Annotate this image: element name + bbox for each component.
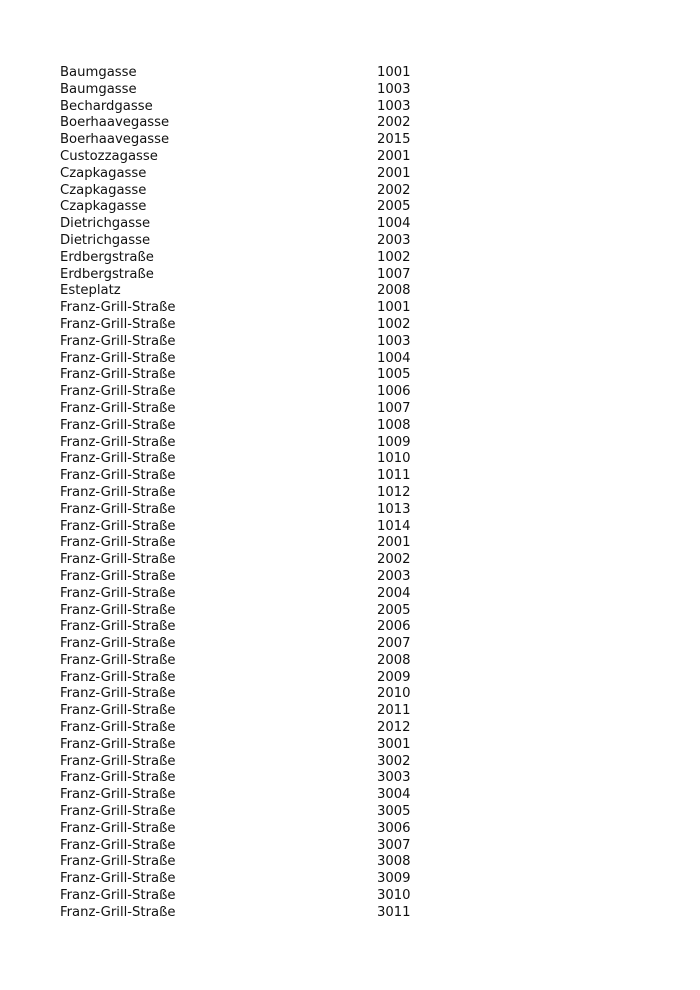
table-row	[60, 905, 420, 922]
street-name-cell: Boerhaavegasse	[60, 132, 170, 148]
table-row	[60, 670, 420, 687]
table-row	[60, 300, 420, 317]
number-cell: 1002	[377, 249, 411, 265]
number-cell: 2001	[377, 148, 411, 164]
table-row	[60, 787, 420, 804]
table-row	[60, 485, 420, 502]
number-cell: 1007	[377, 266, 411, 282]
number-cell: 1005	[377, 367, 411, 383]
street-name-cell: Franz-Grill-Straße	[60, 384, 176, 400]
table-row	[60, 283, 420, 300]
table-row	[60, 888, 420, 905]
number-cell: 3007	[377, 837, 411, 853]
number-cell: 2015	[377, 132, 411, 148]
table-row	[60, 183, 420, 200]
street-name-cell: Franz-Grill-Straße	[60, 652, 176, 668]
number-cell: 2010	[377, 686, 411, 702]
table-row	[60, 351, 420, 368]
street-name-cell: Erdbergstraße	[60, 249, 154, 265]
street-name-cell: Franz-Grill-Straße	[60, 367, 176, 383]
table-row	[60, 754, 420, 771]
number-cell: 2009	[377, 669, 411, 685]
street-name-cell: Baumgasse	[60, 65, 137, 80]
number-cell: 1007	[377, 400, 411, 416]
number-cell: 2005	[377, 199, 411, 215]
street-name-cell: Franz-Grill-Straße	[60, 434, 176, 450]
number-cell: 1009	[377, 434, 411, 450]
table-row	[60, 233, 420, 250]
street-name-cell: Czapkagasse	[60, 165, 147, 181]
number-cell: 2011	[377, 703, 411, 719]
table-row	[60, 451, 420, 468]
table-row	[60, 267, 420, 284]
number-cell: 2008	[377, 283, 411, 299]
street-name-cell: Erdbergstraße	[60, 266, 154, 282]
number-cell: 3006	[377, 820, 411, 836]
number-cell: 1014	[377, 518, 411, 534]
table-row	[60, 821, 420, 838]
table-row	[60, 418, 420, 435]
table-row	[60, 435, 420, 452]
table-row	[60, 636, 420, 653]
street-name-cell: Franz-Grill-Straße	[60, 888, 176, 904]
table-row	[60, 132, 420, 149]
street-name-cell: Franz-Grill-Straße	[60, 820, 176, 836]
table-row	[60, 334, 420, 351]
number-cell: 3009	[377, 871, 411, 887]
table-row	[60, 216, 420, 233]
table-row	[60, 603, 420, 620]
street-name-cell: Baumgasse	[60, 81, 137, 97]
table-row	[60, 384, 420, 401]
street-name-cell: Franz-Grill-Straße	[60, 417, 176, 433]
number-cell: 3008	[377, 854, 411, 870]
street-name-cell: Franz-Grill-Straße	[60, 484, 176, 500]
table-row	[60, 99, 420, 116]
table-row	[60, 166, 420, 183]
number-cell: 3003	[377, 770, 411, 786]
table-row	[60, 838, 420, 855]
street-name-cell: Franz-Grill-Straße	[60, 837, 176, 853]
street-name-cell: Custozzagasse	[60, 148, 158, 164]
number-cell: 2002	[377, 115, 411, 131]
street-name-cell: Franz-Grill-Straße	[60, 451, 176, 467]
number-cell: 1010	[377, 451, 411, 467]
table-row	[60, 871, 420, 888]
table-row	[60, 250, 420, 267]
street-name-cell: Franz-Grill-Straße	[60, 686, 176, 702]
table-row	[60, 468, 420, 485]
number-cell: 1001	[377, 300, 411, 316]
street-name-cell: Czapkagasse	[60, 182, 147, 198]
number-cell: 3001	[377, 736, 411, 752]
street-name-cell: Franz-Grill-Straße	[60, 300, 176, 316]
street-name-cell: Franz-Grill-Straße	[60, 703, 176, 719]
table-row	[60, 552, 420, 569]
table-row	[60, 535, 420, 552]
number-cell: 3010	[377, 888, 411, 904]
street-name-cell: Franz-Grill-Straße	[60, 871, 176, 887]
street-name-cell: Dietrichgasse	[60, 216, 151, 232]
street-name-cell: Franz-Grill-Straße	[60, 350, 176, 366]
street-name-cell: Franz-Grill-Straße	[60, 804, 176, 820]
street-name-cell: Franz-Grill-Straße	[60, 585, 176, 601]
number-cell: 1003	[377, 81, 411, 97]
number-cell: 2002	[377, 552, 411, 568]
street-name-cell: Bechardgasse	[60, 98, 153, 114]
street-name-cell: Franz-Grill-Straße	[60, 602, 176, 618]
table-row	[60, 199, 420, 216]
table-row	[60, 737, 420, 754]
street-name-cell: Franz-Grill-Straße	[60, 316, 176, 332]
table-row	[60, 82, 420, 99]
street-name-cell: Franz-Grill-Straße	[60, 518, 176, 534]
table-row	[60, 569, 420, 586]
table-row	[60, 65, 420, 82]
table-row	[60, 703, 420, 720]
table-row	[60, 519, 420, 536]
table-row	[60, 854, 420, 871]
street-name-cell: Franz-Grill-Straße	[60, 468, 176, 484]
table-row	[60, 720, 420, 737]
table-row	[60, 317, 420, 334]
street-name-cell: Franz-Grill-Straße	[60, 753, 176, 769]
number-cell: 2001	[377, 535, 411, 551]
street-name-cell: Franz-Grill-Straße	[60, 636, 176, 652]
number-cell: 1004	[377, 216, 411, 232]
table-row	[60, 401, 420, 418]
table-row	[60, 502, 420, 519]
table-row	[60, 770, 420, 787]
number-cell: 2012	[377, 720, 411, 736]
table-row	[60, 619, 420, 636]
number-cell: 1012	[377, 484, 411, 500]
street-name-cell: Esteplatz	[60, 283, 121, 299]
number-cell: 1001	[377, 65, 411, 80]
table-row	[60, 115, 420, 132]
number-cell: 2002	[377, 182, 411, 198]
table-row	[60, 804, 420, 821]
table-row	[60, 686, 420, 703]
number-cell: 1003	[377, 333, 411, 349]
street-name-cell: Franz-Grill-Straße	[60, 619, 176, 635]
number-cell: 3011	[377, 904, 411, 920]
street-name-cell: Franz-Grill-Straße	[60, 854, 176, 870]
table-row	[60, 653, 420, 670]
street-name-cell: Franz-Grill-Straße	[60, 333, 176, 349]
table-row	[60, 149, 420, 166]
number-cell: 3002	[377, 753, 411, 769]
number-cell: 2004	[377, 585, 411, 601]
number-cell: 2003	[377, 568, 411, 584]
number-cell: 2003	[377, 232, 411, 248]
table-row	[60, 367, 420, 384]
street-name-cell: Franz-Grill-Straße	[60, 535, 176, 551]
number-cell: 1006	[377, 384, 411, 400]
street-name-cell: Dietrichgasse	[60, 232, 151, 248]
street-name-cell: Franz-Grill-Straße	[60, 787, 176, 803]
street-name-cell: Czapkagasse	[60, 199, 147, 215]
number-cell: 2008	[377, 652, 411, 668]
table-row	[60, 586, 420, 603]
number-cell: 3004	[377, 787, 411, 803]
number-cell: 1004	[377, 350, 411, 366]
number-cell: 3005	[377, 804, 411, 820]
number-cell: 1013	[377, 501, 411, 517]
street-name-cell: Boerhaavegasse	[60, 115, 170, 131]
street-name-cell: Franz-Grill-Straße	[60, 736, 176, 752]
number-cell: 1003	[377, 98, 411, 114]
street-name-cell: Franz-Grill-Straße	[60, 904, 176, 920]
street-name-cell: Franz-Grill-Straße	[60, 552, 176, 568]
number-cell: 2006	[377, 619, 411, 635]
number-cell: 2001	[377, 165, 411, 181]
street-name-cell: Franz-Grill-Straße	[60, 720, 176, 736]
street-name-cell: Franz-Grill-Straße	[60, 669, 176, 685]
address-table	[60, 65, 420, 922]
street-name-cell: Franz-Grill-Straße	[60, 501, 176, 517]
street-name-cell: Franz-Grill-Straße	[60, 568, 176, 584]
number-cell: 2005	[377, 602, 411, 618]
street-name-cell: Franz-Grill-Straße	[60, 770, 176, 786]
street-name-cell: Franz-Grill-Straße	[60, 400, 176, 416]
number-cell: 1002	[377, 316, 411, 332]
number-cell: 2007	[377, 636, 411, 652]
number-cell: 1008	[377, 417, 411, 433]
number-cell: 1011	[377, 468, 411, 484]
